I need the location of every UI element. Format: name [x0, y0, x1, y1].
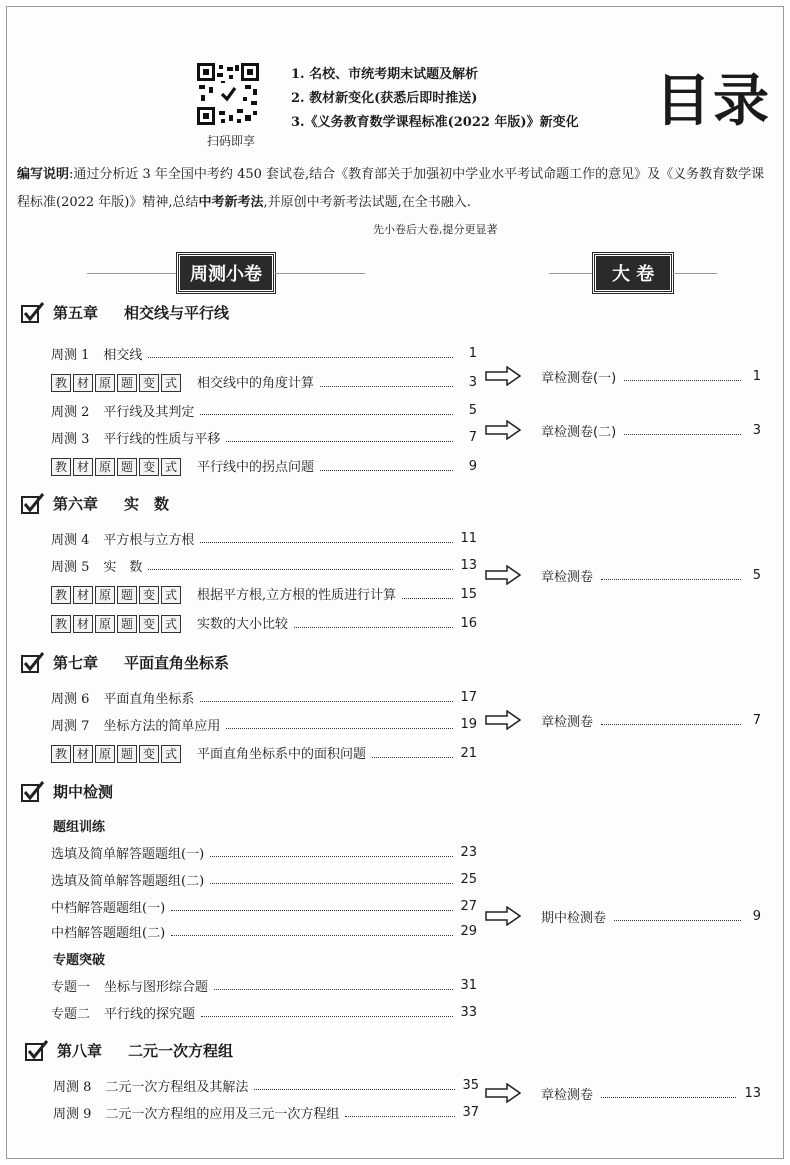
checkbox-checked-icon	[21, 651, 45, 673]
page-number: 3	[752, 422, 761, 438]
exam-title: 章检测卷	[541, 714, 594, 730]
chapter-title: 平面直角坐标系	[124, 653, 230, 672]
chapter-heading	[25, 1039, 233, 1061]
tagline: 先小卷后大卷,提分更显著	[373, 223, 498, 236]
entry-prefix: 周测 3	[51, 431, 90, 447]
toc-entry[interactable]	[51, 921, 477, 941]
page-number: 5	[752, 567, 761, 583]
entry-prefix: 周测 7	[51, 718, 90, 734]
exam-entry[interactable]	[485, 365, 761, 387]
page	[6, 6, 784, 1159]
exam-title: 章检测卷(二)	[541, 424, 617, 440]
toc-entry[interactable]	[51, 456, 477, 476]
feature-item: 2. 教材新变化(获悉后即时推送)	[291, 91, 478, 106]
toc-entry[interactable]	[51, 896, 477, 916]
textbook-variant-tag: 教 材 原 题 变 式	[51, 374, 183, 392]
chapter-heading	[21, 492, 169, 514]
chapter-number: 第七章	[53, 653, 99, 672]
leader-dots	[201, 1016, 453, 1017]
description-text: ,并原创中考新考法试题,在全书融入.	[263, 195, 471, 210]
leader-dots	[226, 441, 453, 442]
chapter-heading	[21, 780, 113, 802]
page-number: 16	[460, 615, 477, 631]
exam-entry[interactable]	[485, 419, 761, 441]
leader-dots	[171, 910, 453, 911]
leader-dots	[320, 386, 453, 387]
arrow-right-icon	[485, 565, 521, 585]
toc-entry[interactable]	[51, 975, 477, 995]
textbook-variant-tag: 教 材 原 题 变 式	[51, 458, 183, 476]
leader-dots	[614, 920, 741, 921]
entry-title: 平方根与立方根	[103, 532, 195, 548]
qr-code-icon[interactable]	[197, 63, 259, 125]
leader-dots	[210, 883, 453, 884]
page-number: 37	[462, 1104, 479, 1120]
exam-title: 章检测卷(一)	[541, 370, 617, 386]
entry-title: 二元一次方程组的应用及三元一次方程组	[105, 1106, 340, 1122]
entry-title: 平行线及其判定	[103, 404, 195, 420]
entry-title: 相交线	[103, 347, 143, 363]
toc-entry[interactable]	[51, 714, 477, 734]
chapter-number: 期中检测	[53, 782, 114, 801]
chapter-number: 第五章	[53, 303, 99, 322]
feature-item: 3.《义务教育数学课程标准(2022 年版)》新变化	[291, 115, 579, 130]
feature-list	[291, 63, 579, 135]
entry-title: 平面直角坐标系中的面积问题	[197, 747, 367, 762]
page-number: 25	[460, 871, 477, 887]
entry-prefix: 周测 8	[53, 1079, 92, 1095]
arrow-right-icon	[485, 906, 521, 926]
leader-dots	[148, 569, 453, 570]
entry-title: 根据平方根,立方根的性质进行计算	[197, 588, 397, 603]
leader-dots	[254, 1089, 455, 1090]
toc-entry[interactable]	[51, 687, 477, 707]
toc-entry[interactable]	[51, 1002, 477, 1022]
textbook-variant-tag: 教 材 原 题 变 式	[51, 615, 183, 633]
arrow-right-icon	[485, 710, 521, 730]
entry-prefix: 周测 9	[53, 1106, 92, 1122]
leader-dots	[200, 701, 453, 702]
chapter-title: 实 数	[124, 494, 170, 513]
exam-title: 期中检测卷	[541, 910, 607, 926]
leader-dots	[601, 724, 741, 725]
toc-entry[interactable]	[51, 869, 477, 889]
entry-prefix: 周测 2	[51, 404, 90, 420]
entry-title: 平行线的探究题	[104, 1006, 196, 1022]
subheading: 题组训练	[53, 820, 106, 835]
page-number: 35	[462, 1077, 479, 1093]
leader-dots	[601, 579, 741, 580]
entry-prefix: 专题二	[51, 1006, 91, 1022]
entry-title: 平面直角坐标系	[103, 691, 195, 707]
toc-entry[interactable]	[51, 372, 477, 392]
page-number: 7	[752, 712, 761, 728]
section-header-weekly	[87, 253, 365, 293]
chapter-title: 相交线与平行线	[124, 303, 230, 322]
entry-title: 相交线中的角度计算	[197, 376, 315, 391]
entry-title: 中档解答题题组(一)	[51, 900, 166, 916]
leader-dots	[402, 598, 453, 599]
toc-entry[interactable]	[51, 400, 477, 420]
description-label: 编写说明	[17, 167, 70, 182]
toc-entry[interactable]	[51, 555, 477, 575]
leader-dots	[210, 856, 453, 857]
toc-entry[interactable]	[51, 343, 477, 363]
page-number: 9	[468, 458, 477, 474]
leader-dots	[200, 414, 453, 415]
textbook-variant-tag: 教 材 原 题 变 式	[51, 745, 183, 763]
entry-title: 选填及简单解答题题组(二)	[51, 873, 205, 889]
chapter-number: 第六章	[53, 494, 99, 513]
leader-dots	[372, 757, 453, 758]
entry-title: 实 数	[103, 559, 143, 575]
toc-entry[interactable]	[53, 1075, 479, 1095]
entry-title: 实数的大小比较	[197, 617, 289, 632]
entry-prefix: 专题一	[51, 979, 91, 995]
subheading: 专题突破	[53, 953, 106, 968]
exam-entry[interactable]	[485, 905, 761, 927]
qr-caption: 扫码即享	[206, 134, 255, 148]
checkbox-checked-icon	[21, 492, 45, 514]
toc-entry[interactable]	[51, 613, 477, 633]
entry-title: 平行线中的拐点问题	[197, 460, 315, 475]
page-number: 15	[460, 586, 477, 602]
entry-title: 平行线的性质与平移	[103, 431, 221, 447]
entry-prefix: 周测 4	[51, 532, 90, 548]
entry-prefix: 周测 5	[51, 559, 90, 575]
description-highlight: 中考新考法	[198, 195, 264, 210]
leader-dots	[148, 357, 453, 358]
section-header-big	[549, 253, 717, 293]
page-number: 23	[460, 844, 477, 860]
page-number: 7	[468, 429, 477, 445]
entry-prefix: 周测 1	[51, 347, 90, 363]
toc-entry[interactable]	[51, 743, 477, 763]
page-number: 33	[460, 1004, 477, 1020]
feature-item: 1. 名校、市统考期末试题及解析	[291, 67, 479, 82]
toc-entry[interactable]	[51, 427, 477, 447]
leader-dots	[171, 935, 453, 936]
toc-entry[interactable]	[53, 1102, 479, 1122]
toc-entry[interactable]	[51, 842, 477, 862]
page-number: 11	[460, 530, 477, 546]
page-number: 29	[460, 923, 477, 939]
chapter-heading	[21, 651, 229, 673]
page-title: 目录	[655, 69, 771, 134]
divider	[275, 273, 365, 274]
leader-dots	[320, 470, 453, 471]
page-number: 13	[460, 557, 477, 573]
arrow-right-icon	[485, 1083, 521, 1103]
leader-dots	[601, 1097, 736, 1098]
divider	[87, 273, 177, 274]
exam-entry[interactable]	[485, 1082, 761, 1104]
textbook-variant-tag: 教 材 原 题 变 式	[51, 586, 183, 604]
arrow-right-icon	[485, 420, 521, 440]
divider	[673, 273, 717, 274]
chapter-heading	[21, 301, 229, 323]
leader-dots	[294, 627, 453, 628]
entry-title: 中档解答题题组(二)	[51, 925, 166, 941]
chapter-number: 第八章	[57, 1041, 103, 1060]
leader-dots	[624, 434, 741, 435]
leader-dots	[624, 380, 741, 381]
description-text: :通过分析近 3 年全国中考约 450 套试卷,结合《教育部关于加强初中学业水平考试命题工作的意见》及《义务教育数学课程标准(2022 年版)》精神,总结	[17, 167, 765, 210]
entry-prefix: 周测 6	[51, 691, 90, 707]
section-label: 周测小卷	[177, 253, 275, 293]
page-number: 1	[468, 345, 477, 361]
leader-dots	[200, 542, 453, 543]
divider	[549, 273, 593, 274]
checkbox-checked-icon	[25, 1039, 49, 1061]
checkbox-checked-icon	[21, 301, 45, 323]
description	[17, 161, 777, 217]
entry-title: 坐标与图形综合题	[104, 979, 209, 995]
page-number: 1	[752, 368, 761, 384]
entry-title: 选填及简单解答题题组(一)	[51, 846, 205, 862]
leader-dots	[214, 989, 453, 990]
leader-dots	[226, 728, 453, 729]
page-number: 19	[460, 716, 477, 732]
page-number: 9	[752, 908, 761, 924]
arrow-right-icon	[485, 366, 521, 386]
exam-title: 章检测卷	[541, 569, 594, 585]
exam-entry[interactable]	[485, 709, 761, 731]
page-number: 31	[460, 977, 477, 993]
chapter-title: 二元一次方程组	[128, 1041, 234, 1060]
checkbox-checked-icon	[21, 780, 45, 802]
toc-entry[interactable]	[51, 528, 477, 548]
page-number: 21	[460, 745, 477, 761]
leader-dots	[345, 1116, 455, 1117]
page-number: 27	[460, 898, 477, 914]
page-number: 3	[468, 374, 477, 390]
page-number: 5	[468, 402, 477, 418]
entry-title: 坐标方法的简单应用	[103, 718, 221, 734]
exam-entry[interactable]	[485, 564, 761, 586]
page-number: 13	[744, 1085, 761, 1101]
entry-title: 二元一次方程组及其解法	[105, 1079, 249, 1095]
exam-title: 章检测卷	[541, 1087, 594, 1103]
page-number: 17	[460, 689, 477, 705]
section-label: 大 卷	[593, 253, 673, 293]
toc-entry[interactable]	[51, 584, 477, 604]
